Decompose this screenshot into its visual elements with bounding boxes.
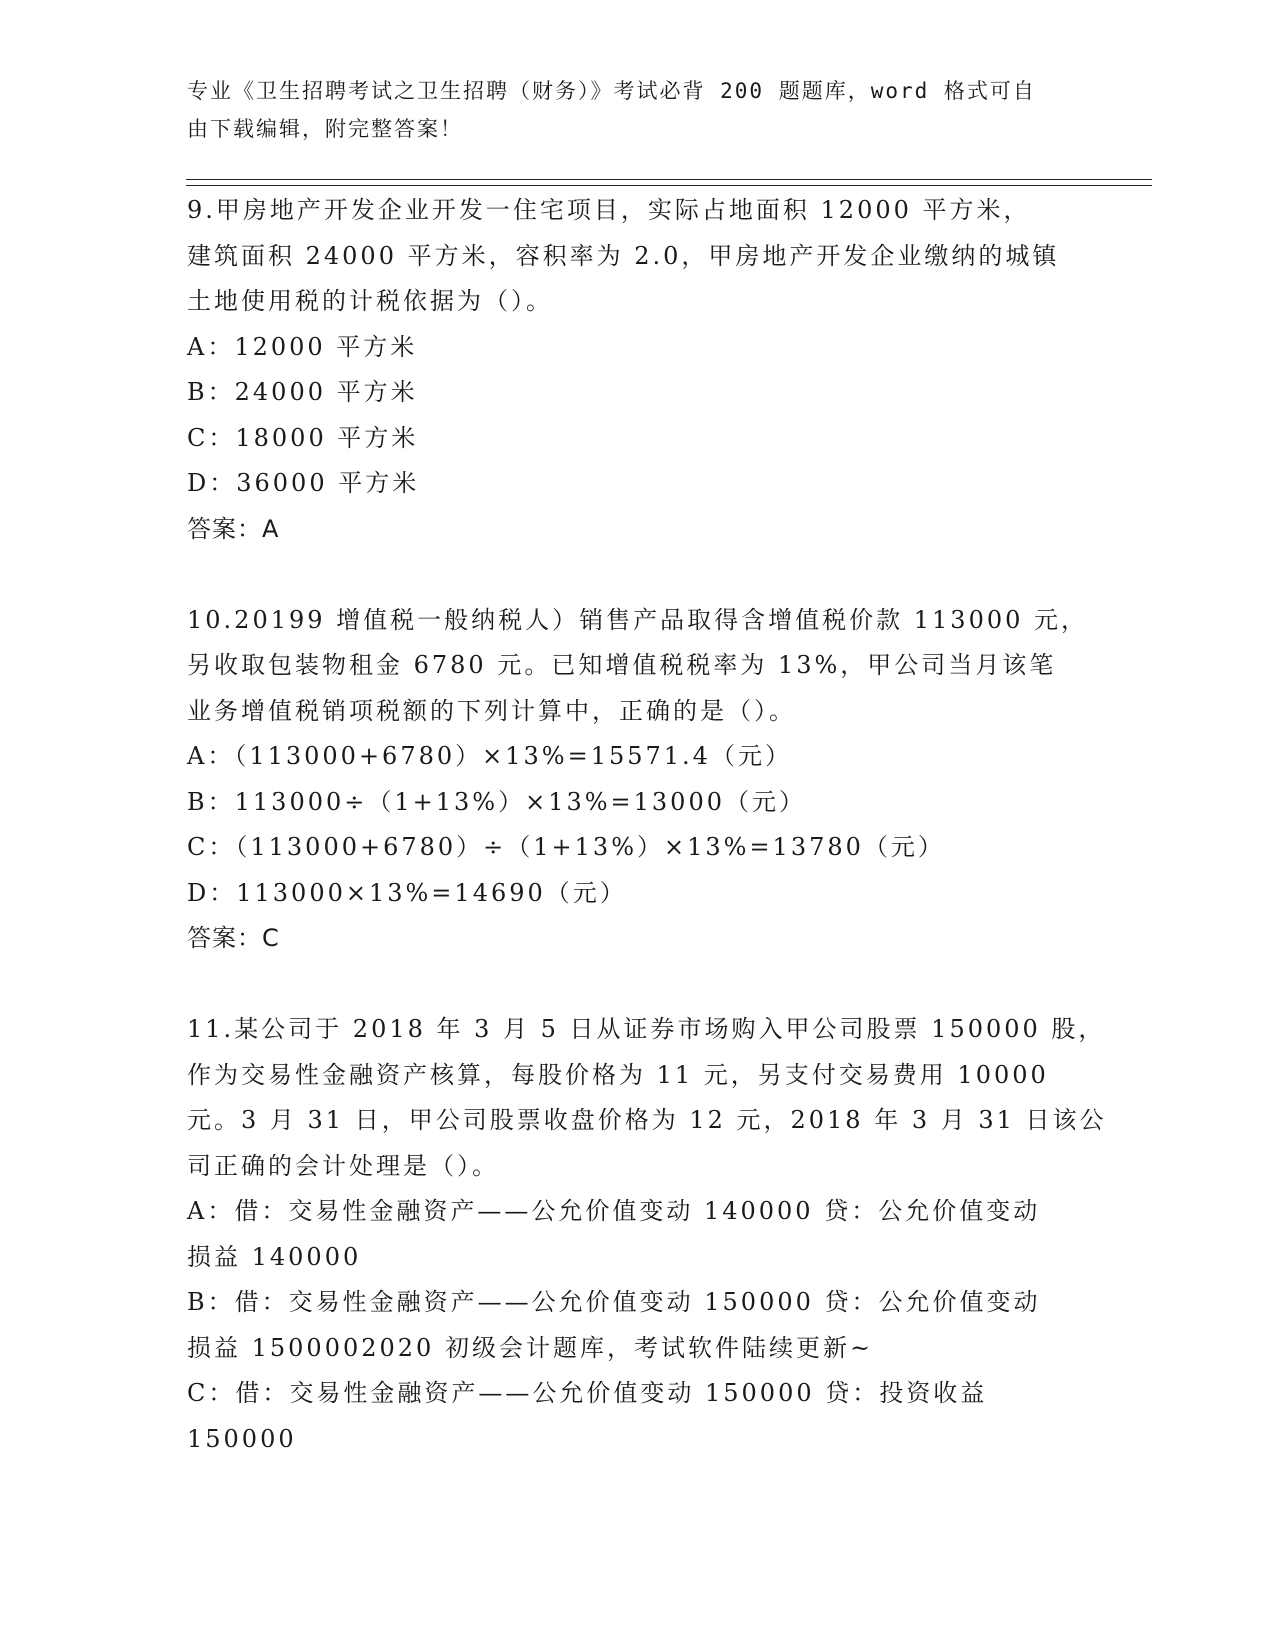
question-text-line: 作为交易性金融资产核算，每股价格为 11 元，另支付交易费用 10000 (187, 1060, 1049, 1089)
option-c-continued: 150000 (187, 1424, 297, 1453)
option-a-continued: 损益 140000 (187, 1242, 362, 1271)
question-10 (187, 598, 1087, 962)
option-b: B：24000 平方米 (187, 378, 418, 406)
document-header (187, 72, 1067, 148)
option-b: B：113000÷（1+13%）×13%=13000（元） (187, 787, 806, 816)
answer-label: 答案：C (187, 924, 280, 952)
option-c: C：18000 平方米 (187, 423, 419, 452)
option-a: A：（113000+6780）×13%=15571.4（元） (187, 742, 792, 770)
question-11 (187, 1007, 1107, 1462)
question-text-line: 业务增值税销项税额的下列计算中，正确的是（）。 (187, 696, 796, 725)
question-text-line: 10.20199 增值税一般纳税人）销售产品取得含增值税价款 113000 元， (187, 605, 1089, 634)
question-text-line: 元。3 月 31 日，甲公司股票收盘价格为 12 元，2018 年 3 月 31 日该公 (187, 1106, 1107, 1134)
question-text-line: 11.某公司于 2018 年 3 月 5 日从证券市场购入甲公司股票 150000 股， (187, 1015, 1106, 1043)
option-d: D：113000×13%=14690（元） (187, 878, 627, 907)
option-c: C：借：交易性金融资产——公允价值变动 150000 贷：投资收益 (187, 1379, 988, 1407)
option-a: A：12000 平方米 (187, 332, 418, 361)
answer-label: 答案：A (187, 514, 280, 543)
header-divider-bottom (186, 185, 1152, 186)
option-c: C：（113000+6780）÷（1+13%）×13%=13780（元） (187, 833, 945, 861)
question-text-line: 土地使用税的计税依据为（）。 (187, 287, 553, 315)
option-a: A：借：交易性金融资产——公允价值变动 140000 贷：公允价值变动 (187, 1197, 1041, 1225)
header-line-2: 由下载编辑，附完整答案！ (187, 117, 463, 141)
option-b-continued: 损益 1500002020 初级会计题库，考试软件陆续更新~ (187, 1333, 874, 1362)
question-9 (187, 188, 1087, 552)
option-b: B：借：交易性金融资产——公允价值变动 150000 贷：公允价值变动 (187, 1288, 1041, 1316)
question-text-line: 9.甲房地产开发企业开发一住宅项目，实际占地面积 12000 平方米， (187, 196, 1031, 224)
question-text-line: 另收取包装物租金 6780 元。已知增值税税率为 13%，甲公司当月该笔 (187, 651, 1057, 679)
question-text-line: 司正确的会计处理是（）。 (187, 1151, 499, 1180)
header-divider-top (186, 179, 1152, 180)
question-list (187, 188, 1107, 1508)
header-line-1: 专业《卫生招聘考试之卫生招聘（财务）》考试必背 200 题题库，word 格式可自 (187, 79, 1036, 103)
option-d: D：36000 平方米 (187, 469, 420, 497)
question-text-line: 建筑面积 24000 平方米，容积率为 2.0，甲房地产开发企业缴纳的城镇 (187, 241, 1060, 270)
